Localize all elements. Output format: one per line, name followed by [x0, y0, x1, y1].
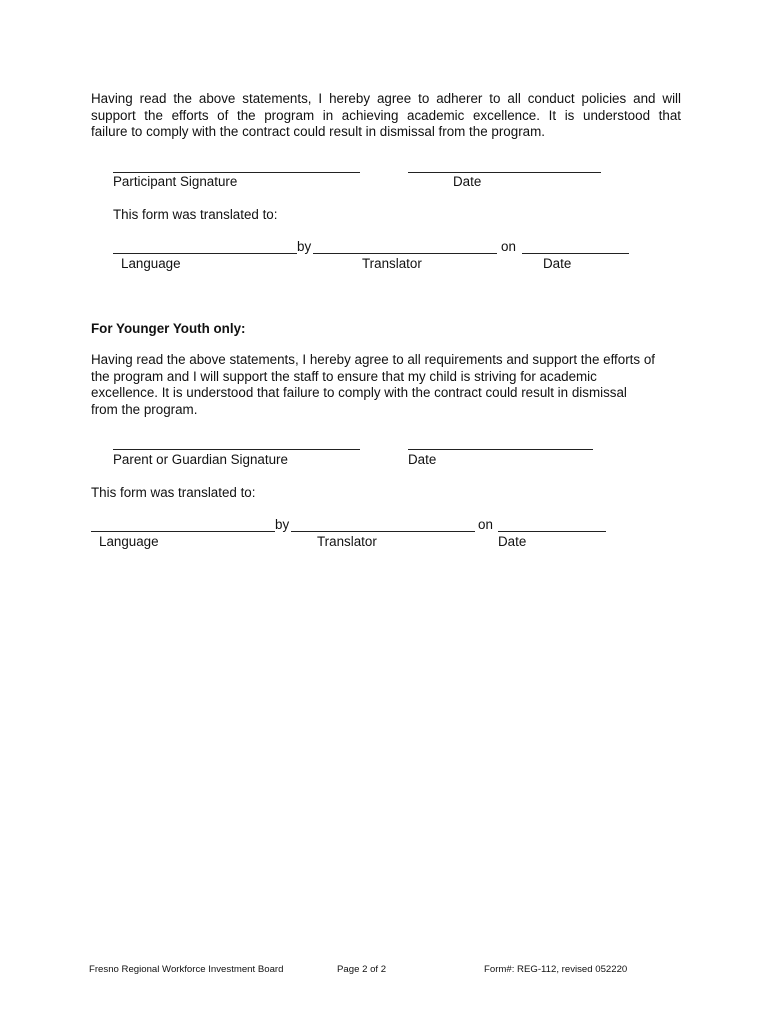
youth-agreement-line-4: from the program. — [91, 401, 198, 417]
adult-translator-line[interactable] — [313, 253, 497, 254]
adult-on-text: on — [501, 239, 516, 254]
youth-translation-date-line[interactable] — [498, 531, 606, 532]
youth-translated-label: This form was translated to: — [91, 485, 256, 500]
youth-agreement-paragraph — [91, 352, 681, 418]
guardian-date-line[interactable] — [408, 449, 593, 450]
youth-agreement-line-2: the program and I will support the staff to ensure that my child is striving for academic — [91, 368, 597, 384]
participant-signature-line[interactable] — [113, 172, 360, 173]
youth-translation-date-label: Date — [498, 534, 527, 549]
youth-agreement-line-1: Having read the above statements, I hereby agree to all requirements and support the efforts of — [91, 352, 655, 367]
youth-by-text: by — [275, 517, 290, 532]
participant-date-line[interactable] — [408, 172, 601, 173]
youth-language-label: Language — [99, 534, 159, 549]
adult-agreement-line-3: failure to comply with the contract could result in dismissal from the program. — [91, 124, 545, 140]
youth-translator-line[interactable] — [291, 531, 475, 532]
youth-translator-label: Translator — [317, 534, 377, 549]
adult-language-label: Language — [121, 256, 181, 271]
adult-by-text: by — [297, 239, 312, 254]
youth-agreement-line-3: excellence. It is understood that failure to comply with the contract could result in dismissal — [91, 385, 627, 401]
youth-language-line[interactable] — [91, 531, 275, 532]
adult-language-line[interactable] — [113, 253, 297, 254]
adult-translation-date-label: Date — [543, 256, 572, 271]
adult-translated-label: This form was translated to: — [113, 207, 278, 222]
adult-agreement-line-2: support the efforts of the program in achieving academic excellence. It is understood that — [91, 107, 681, 123]
youth-on-text: on — [478, 517, 493, 532]
participant-date-label: Date — [453, 174, 482, 189]
adult-translator-label: Translator — [362, 256, 422, 271]
footer-page-number: Page 2 of 2 — [337, 964, 387, 975]
footer-form-number: Form#: REG-112, revised 052220 — [484, 964, 628, 975]
participant-signature-label: Participant Signature — [113, 174, 238, 189]
guardian-signature-line[interactable] — [113, 449, 360, 450]
adult-agreement-paragraph — [91, 91, 681, 141]
guardian-date-label: Date — [408, 452, 437, 467]
adult-agreement-line-1: Having read the above statements, I hereby agree to adherer to all conduct policies and will — [91, 91, 681, 106]
adult-translation-date-line[interactable] — [522, 253, 629, 254]
younger-youth-heading: For Younger Youth only: — [91, 321, 246, 336]
guardian-signature-label: Parent or Guardian Signature — [113, 452, 288, 467]
footer-organization: Fresno Regional Workforce Investment Board — [89, 964, 284, 975]
